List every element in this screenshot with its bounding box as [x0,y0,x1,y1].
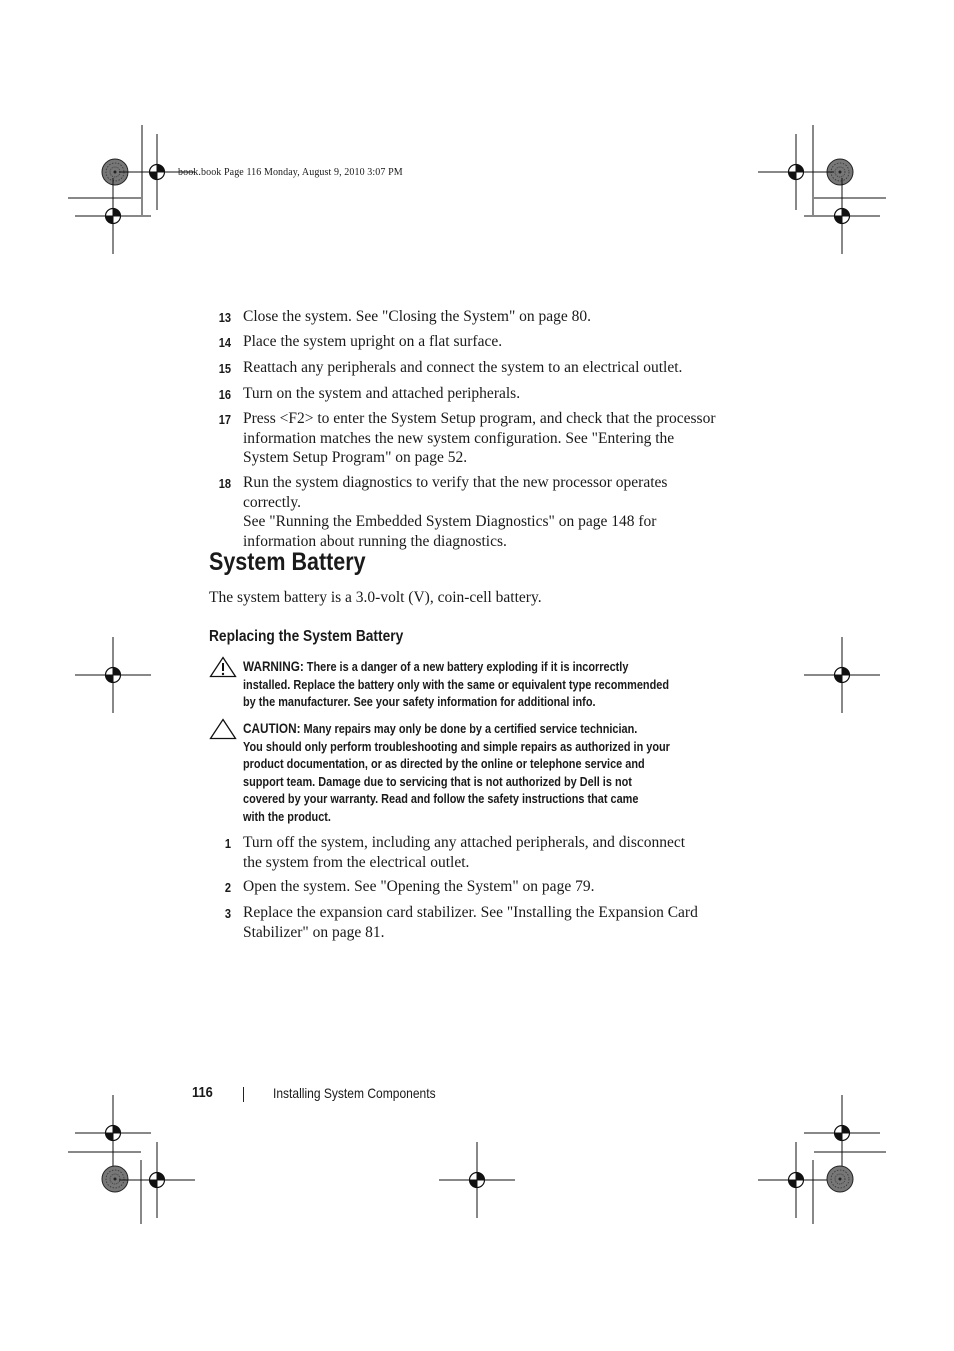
chapter-title: Installing System Components [273,1085,436,1101]
page-number: 116 [192,1084,213,1101]
step-text: Place the system upright on a flat surface. [243,333,503,350]
step-line: See "Running the Embedded System Diagnostics" on page 148 for [243,513,657,530]
caution-line: support team. Damage due to servicing that is not authorized by Dell is not [243,773,632,789]
step-line: Press <F2> to enter the System Setup program, and check that the processor [243,410,716,427]
step-text: Turn on the system and attached peripherals. [243,385,521,402]
registration-cross-icon [439,1142,515,1218]
step-text [243,473,729,551]
subsection-heading: Replacing the System Battery [209,628,404,645]
caution-line: covered by your warranty. Read and follow the safety instructions that came [243,791,639,807]
step-number: 14 [218,335,231,350]
step-line: Turn off the system, including any attached peripherals, and disconnect [243,834,686,851]
color-target-icon [827,1166,853,1192]
caution-label: CAUTION: [243,720,301,736]
caution-line: Many repairs may only be done by a certified service technician. [300,721,638,736]
step-text [243,833,729,872]
step-line: Stabilizer" on page 81. [243,923,385,941]
registration-cross-icon [75,1095,151,1171]
warning-label: WARNING: [243,658,304,674]
step-number: 2 [224,880,231,895]
registration-cross-icon [804,637,880,713]
warning-line: installed. Replace the battery only with the same or equivalent type recommended [243,676,669,692]
step-number: 18 [218,476,231,491]
print-header: book.book Page 116 Monday, August 9, 2010 3:07 PM [178,167,403,178]
step-line: Replace the expansion card stabilizer. See "Installing the Expansion Card [243,904,698,921]
step-line: Run the system diagnostics to verify that the new processor operates correctly. [243,474,668,511]
registration-cross-icon [119,1142,195,1218]
caution-line: with the product. [243,808,331,824]
footer-divider [243,1087,244,1102]
warning-triangle-icon [209,656,237,678]
step-line: information about running the diagnostics. [243,532,507,550]
registration-cross-icon [75,637,151,713]
step-number: 15 [218,361,231,376]
caution-text [243,720,722,826]
color-target-icon [102,1166,128,1192]
registration-cross-icon [758,1142,834,1218]
step-line: System Setup Program" on page 52. [243,449,468,466]
step-number: 16 [218,387,231,402]
caution-triangle-icon [209,718,237,740]
section-intro: The system battery is a 3.0-volt (V), coin-cell battery. [209,589,542,606]
caution-line: You should only perform troubleshooting and simple repairs as authorized in your [243,738,670,754]
registration-cross-icon [758,134,834,210]
warning-line: by the manufacturer. See your safety information for additional info. [243,694,596,710]
step-text [243,903,729,942]
step-number: 13 [218,310,231,325]
step-number: 17 [218,412,231,427]
registration-cross-icon [804,1095,880,1171]
registration-cross-icon [804,178,880,254]
warning-line: There is a danger of a new battery exploding if it is incorrectly [303,659,629,674]
section-title: System Battery [209,548,366,576]
step-text [243,409,729,468]
step-number: 3 [224,906,231,921]
caution-line: product documentation, or as directed by the online or telephone service and [243,756,645,772]
registration-cross-icon [75,178,151,254]
warning-text [243,658,722,711]
step-line: information matches the new system configuration. See "Entering the [243,429,675,447]
step-line: the system from the electrical outlet. [243,853,470,871]
step-number: 1 [224,836,231,851]
step-text: Close the system. See "Closing the System" on page 80. [243,308,592,325]
crop-mark-bottom-left [68,1152,141,1224]
step-text: Reattach any peripherals and connect the system to an electrical outlet. [243,359,683,376]
step-text: Open the system. See "Opening the System" on page 79. [243,878,595,895]
